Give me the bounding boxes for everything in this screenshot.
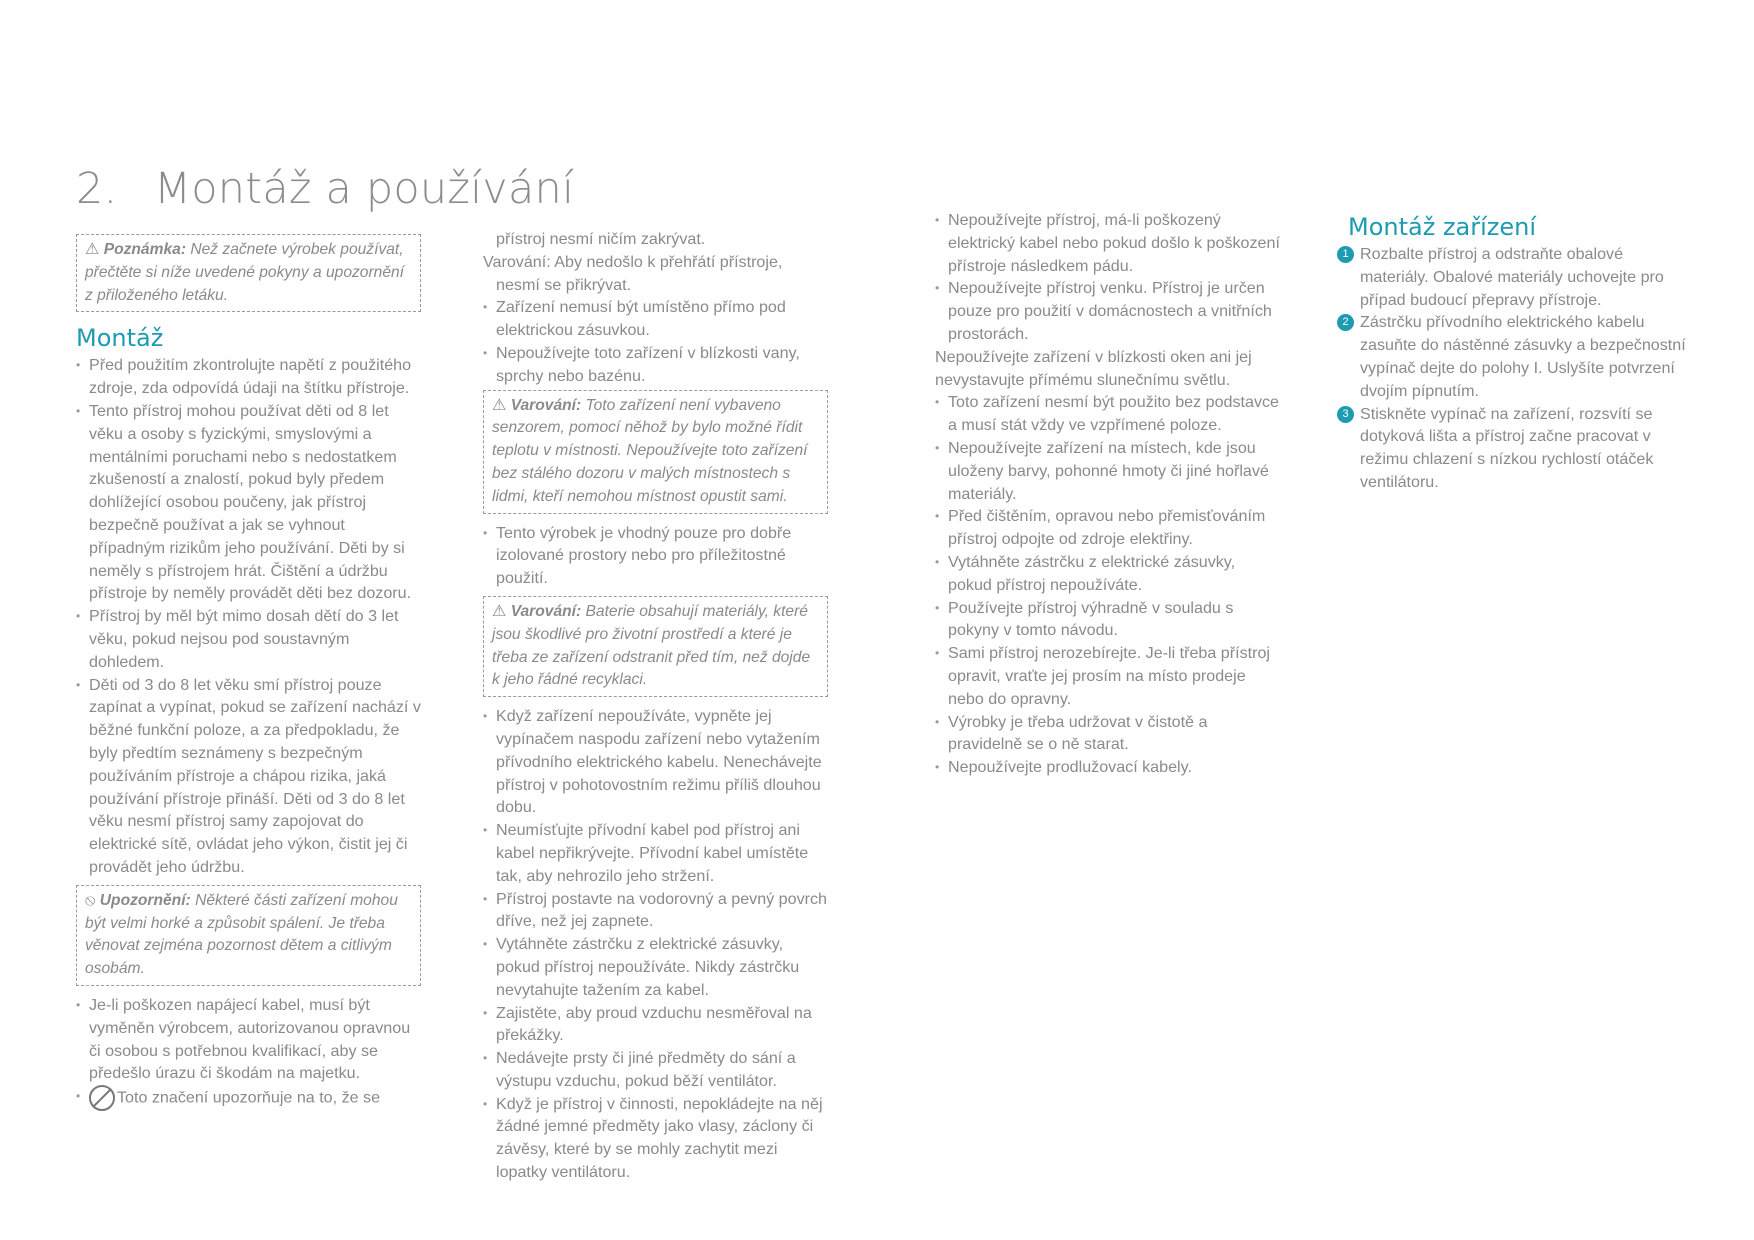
list-item-text: Toto značení upozorňuje na to, že se (117, 1088, 381, 1107)
warning-triangle-icon: ⚠ (492, 396, 507, 414)
list-safety-4 (483, 522, 828, 590)
list-item: • Vytáhněte zástrčku z elektrické zásuvky, pokud přístroj nepoužíváte. Nikdy zástrčku nevytahujte tažením za kabel. (483, 933, 828, 1001)
step-text: Stiskněte vypínač na zařízení, rozsvítí se dotyková lišta a přístroj začne pracovat v režimu chlazení s nízkou rychlostí otáček ventilátoru. (1360, 404, 1654, 491)
step-number-badge: 1 (1337, 246, 1354, 263)
column-3 (935, 209, 1280, 779)
list-item: • Tento výrobek je vhodný pouze pro dobře izolované prostory nebo pro příležitostné použití. (483, 522, 828, 590)
step-item (1342, 403, 1693, 494)
warning-box-sensor (483, 390, 828, 514)
list-safety-1 (76, 354, 421, 878)
list-item: • Nepoužívejte zařízení na místech, kde jsou uloženy barvy, pohonné hmoty či jiné hořlavé materiály. (935, 437, 1280, 505)
section-heading-montaz: Montáž (76, 324, 164, 353)
warning-text: Toto zařízení není vybaveno senzorem, pomocí něhož by bylo možné řídit teplotu v místnosti. Nepoužívejte toto zařízení bez stálého dozoru v malých místnostech s lidmi, kteří nemohou místnost opustit sami. (492, 396, 808, 505)
prohibited-icon: ⦸ (85, 891, 96, 909)
warning-label: Varování: (510, 396, 582, 414)
list-safety-3 (483, 296, 828, 387)
assembly-steps (1342, 243, 1693, 494)
list-item: • Když je přístroj v činnosti, nepokládejte na něj žádné jemné předměty jako vlasy, záclony či závěsy, které by se mohly zachytit mezi lopatky ventilátoru. (483, 1093, 828, 1184)
list-item: • Zajistěte, aby proud vzduchu nesměřoval na překážky. (483, 1002, 828, 1048)
continued-text: nesmí se přikrývat. (496, 275, 632, 294)
list-item (76, 1085, 421, 1111)
list-item: • Toto zařízení nesmí být použito bez podstavce a musí stát vždy ve vzpřímené poloze. (935, 391, 1280, 437)
list-item: • Nedávejte prsty či jiné předměty do sání a výstupu vzduchu, pokud běží ventilátor. (483, 1047, 828, 1093)
do-not-cover-icon (89, 1085, 115, 1111)
step-item (1342, 243, 1693, 311)
list-item: • Je-li poškozen napájecí kabel, musí být vyměněn výrobcem, autorizovanou opravnou či osobou s potřebnou kvalifikací, aby se předešlo úrazu či škodám na majetku. (76, 994, 421, 1085)
list-item: • Nepoužívejte toto zařízení v blízkosti vany, sprchy nebo bazénu. (483, 342, 828, 388)
list-item: • Nepoužívejte přístroj venku. Přístroj je určen pouze pro použití v domácnostech a vnitřních prostorách. (935, 277, 1280, 345)
list-safety-5 (483, 705, 828, 1184)
warning-label: Varování: (510, 602, 582, 620)
step-text: Zástrčku přívodního elektrického kabelu zasuňte do nástěnné zásuvky a bezpečnostní vypínač dejte do polohy I. Uslyšíte potvrzení dvojím pípnutím. (1360, 313, 1686, 400)
warning-triangle-icon: ⚠ (492, 602, 507, 620)
warning-text: Baterie obsahují materiály, které jsou škodlivé pro životní prostředí a které je třeba ze zařízení odstranit před tím, než dojde k jeho řádné recyklaci. (492, 602, 811, 689)
note-box (76, 234, 421, 312)
column-1 (76, 230, 421, 1111)
list-item: • Děti od 3 do 8 let věku smí přístroj pouze zapínat a vypínat, pokud se zařízení nachází v běžné funkční poloze, a za předpokladu, že byly předtím seznámeny s bezpečným používáním přístroje a chápou rizika, jaká používání přístroje přináší. Děti od 3 do 8 let věku nesmí přístroj samy zapojovat do elektrické sítě, ovládat jeho výkon, čistit jej či provádět jeho údržbu. (76, 674, 421, 879)
note-text: Než začnete výrobek používat, přečtěte si níže uvedené pokyny a upozornění z přiloženého letáku. (85, 241, 405, 304)
list-safety-6 (935, 209, 1280, 346)
list-item: • Nepoužívejte přístroj, má-li poškozený elektrický kabel nebo pokud došlo k poškození přístroje následkem pádu. (935, 209, 1280, 277)
continued-text: přístroj nesmí ničím zakrývat. (496, 230, 706, 248)
warning-triangle-icon: ⚠ (85, 241, 100, 258)
list-item: • Vytáhněte zástrčku z elektrické zásuvky, pokud přístroj nepoužíváte. (935, 551, 1280, 597)
list-item: • Nepoužívejte prodlužovací kabely. (935, 756, 1280, 779)
section-title: Montáž a používání (154, 164, 575, 214)
list-item: • Před použitím zkontrolujte napětí z použitého zdroje, zda odpovídá údaji na štítku přístroje. (76, 354, 421, 400)
step-number-badge: 2 (1337, 314, 1354, 331)
column-2 (483, 228, 828, 1184)
list-item: • Výrobky je třeba udržovat v čistotě a pravidelně se o ně starat. (935, 711, 1280, 757)
list-safety-2 (76, 994, 421, 1111)
list-item: • Přístroj by měl být mimo dosah dětí do 3 let věku, pokud nejsou pod soustavným dohledem. (76, 605, 421, 673)
step-item (1342, 311, 1693, 402)
list-item: • Přístroj postavte na vodorovný a pevný povrch dříve, než jej zapnete. (483, 888, 828, 934)
section-number: 2. (76, 164, 118, 214)
step-text: Rozbalte přístroj a odstraňte obalové materiály. Obalové materiály uchovejte pro případ budoucí přepravy přístroje. (1360, 245, 1664, 309)
list-item: • Tento přístroj mohou používat děti od 8 let věku a osoby s fyzickými, smyslovými a mentálními poruchami nebo s nedostatkem zkušeností a znalostí, pokud byly předem dohlížející osobou poučeny, jak přístroj bezpečně používat a jak se vyhnout případným rizikům jeho používání. Děti by si neměly s přístrojem hrát. Čištění a údržbu přístroje by neměly provádět děti bez dozoru. (76, 400, 421, 605)
warning-box-battery (483, 596, 828, 697)
list-item: • Sami přístroj nerozebírejte. Je-li třeba přístroj opravit, vraťte jej prosím na místo prodeje nebo do opravny. (935, 642, 1280, 710)
list-item: • Před čištěním, opravou nebo přemisťováním přístroj odpojte od zdroje elektřiny. (935, 505, 1280, 551)
caution-box (76, 885, 421, 986)
caution-label: Upozornění: (99, 891, 191, 909)
column-4 (1342, 211, 1693, 494)
warning-line: Varování: Aby nedošlo k přehřátí přístroje, (483, 252, 783, 271)
note-label: Poznámka: (103, 241, 187, 258)
section-heading-montaz-zarizeni: Montáž zařízení (1348, 213, 1537, 241)
list-safety-7 (935, 391, 1280, 779)
list-item: • Zařízení nemusí být umístěno přímo pod elektrickou zásuvkou. (483, 296, 828, 342)
list-item: • Neumísťujte přívodní kabel pod přístroj ani kabel nepřikrývejte. Přívodní kabel umístěte tak, aby nehrozilo jeho stržení. (483, 819, 828, 887)
plain-paragraph: Nepoužívejte zařízení v blízkosti oken ani jej nevystavujte přímému slunečnímu světlu. (935, 347, 1252, 389)
list-item: • Používejte přístroj výhradně v souladu s pokyny v tomto návodu. (935, 597, 1280, 643)
step-number-badge: 3 (1337, 406, 1354, 423)
caution-text: Některé části zařízení mohou být velmi horké a způsobit spálení. Je třeba věnovat zejména pozornost dětem a citlivým osobám. (85, 891, 398, 978)
page-title (76, 164, 574, 214)
list-item: • Když zařízení nepoužíváte, vypněte jej vypínačem naspodu zařízení nebo vytažením přívodního elektrického kabelu. Nenechávejte přístroj v pohotovostním režimu příliš dlouhou dobu. (483, 705, 828, 819)
